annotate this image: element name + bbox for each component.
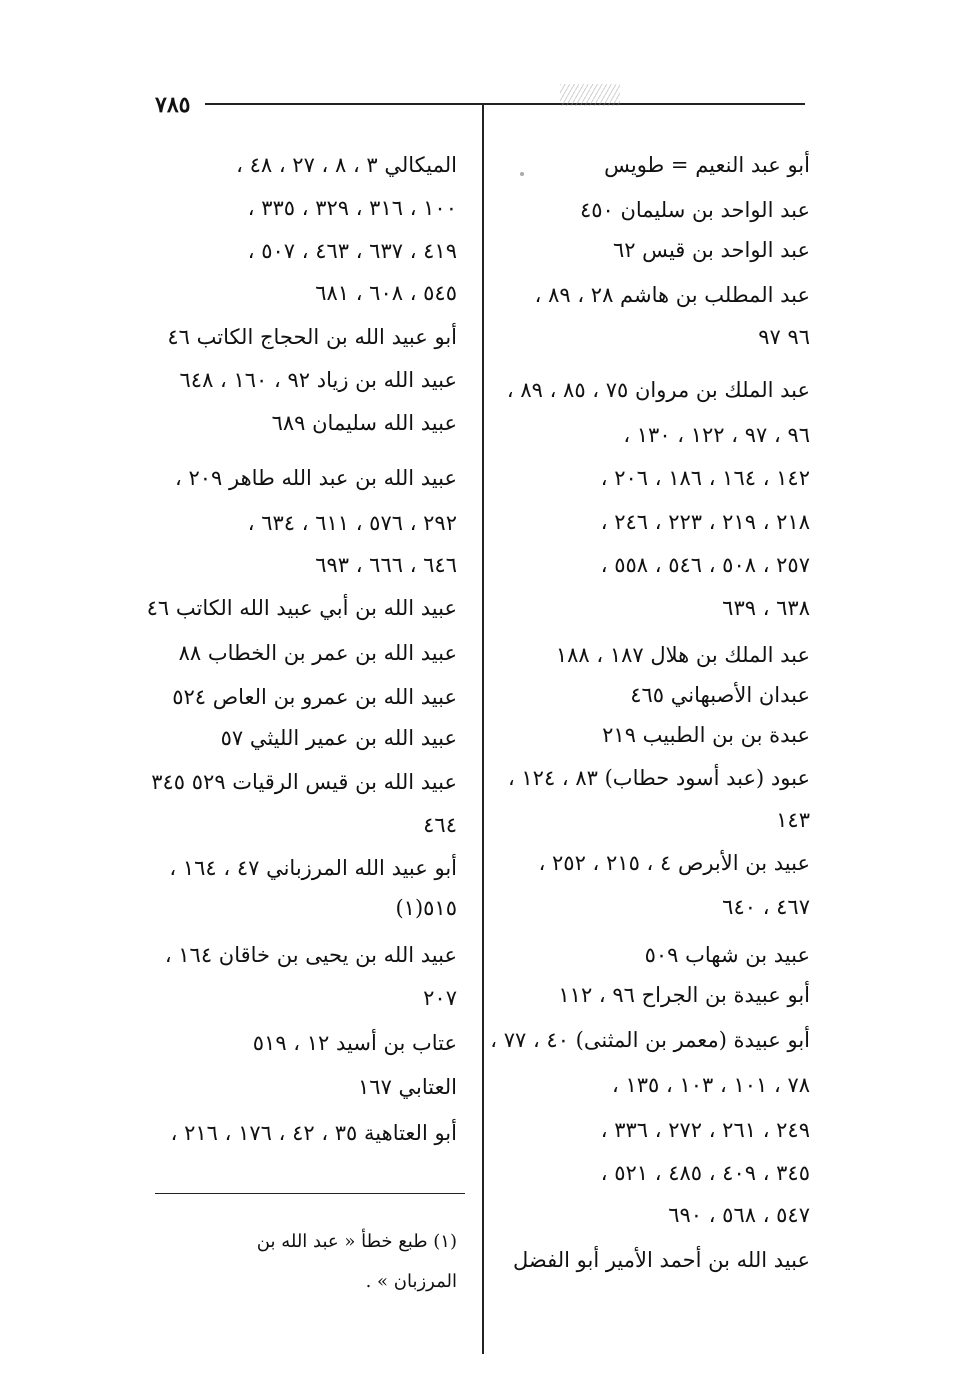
column-divider bbox=[482, 104, 484, 1354]
index-entry: ٢٤٩ ، ٢٦١ ، ٢٧٢ ، ٣٣٦ ، bbox=[600, 1118, 810, 1142]
index-entry: ٢٥٧ ، ٥٠٨ ، ٥٤٦ ، ٥٥٨ ، bbox=[600, 553, 810, 577]
index-entry: أبو عبيدة بن الجراح ٩٦ ، ١١٢ bbox=[558, 983, 810, 1007]
footnote-rule bbox=[155, 1193, 465, 1194]
index-entry: عبود (عبد أسود حطاب) ٨٣ ، ١٢٤ ، bbox=[507, 766, 810, 790]
index-entry: عبيد الله بن عمر بن الخطاب ٨٨ bbox=[178, 641, 457, 665]
index-entry: أبو عبيدة (معمر بن المثنى) ٤٠ ، ٧٧ ، bbox=[490, 1028, 810, 1052]
index-entry: ١٤٢ ، ١٦٤ ، ١٨٦ ، ٢٠٦ ، bbox=[600, 466, 810, 490]
index-entry: عبدة بن بن الطبيب ٢١٩ bbox=[602, 723, 810, 747]
index-entry: ٥٤٥ ، ٦٠٨ ، ٦٨١ bbox=[315, 281, 457, 305]
index-entry: عبيد الله بن عمرو بن العاص ٥٢٤ bbox=[172, 685, 457, 709]
index-entry: عبيد الله بن يحيى بن خاقان ١٦٤ ، bbox=[164, 943, 457, 967]
index-entry: أبو عبيد الله المرزباني ٤٧ ، ١٦٤ ، bbox=[169, 856, 457, 880]
index-entry: ١٤٣ bbox=[776, 808, 810, 832]
index-entry: ٩٦ ، ٩٧ ، ١٢٢ ، ١٣٠ ، bbox=[623, 423, 810, 447]
index-entry: أبو عبد النعيم = طويس bbox=[604, 153, 810, 177]
page-number: ٧٨٥ bbox=[155, 92, 191, 118]
index-entry: عبد المطلب بن هاشم ٢٨ ، ٨٩ ، bbox=[534, 283, 810, 307]
index-entry: عبيد الله بن أحمد الأمير أبو الفضل bbox=[512, 1248, 810, 1272]
index-entry: أبو العتاهية ٣٥ ، ٤٢ ، ١٧٦ ، ٢١٦ ، bbox=[170, 1121, 457, 1145]
index-entry: ٦٣٨ ، ٦٣٩ bbox=[722, 596, 810, 620]
index-entry: ١٠٠ ، ٣١٦ ، ٣٢٩ ، ٣٣٥ ، bbox=[247, 196, 457, 220]
index-entry: ٤٦٧ ، ٦٤٠ bbox=[722, 895, 810, 919]
index-entry: عبيد الله بن أبي عبيد الله الكاتب ٤٦ bbox=[146, 596, 457, 620]
scan-smudge bbox=[560, 84, 620, 106]
index-entry: عبيد الله بن عبد الله طاهر ٢٠٩ ، bbox=[175, 466, 457, 490]
index-entry: عبيد الله بن زياد ٩٢ ، ١٦٠ ، ٦٤٨ bbox=[179, 368, 457, 392]
index-entry: ٤٦٤ bbox=[423, 813, 457, 837]
index-entry: ٢٠٧ bbox=[423, 986, 457, 1010]
index-entry: ٥١٥(١) bbox=[395, 896, 457, 920]
index-entry: عبد الملك بن مروان ٧٥ ، ٨٥ ، ٨٩ ، bbox=[506, 378, 810, 402]
header-rule bbox=[205, 103, 805, 105]
index-entry: ٣٤٥ ، ٤٠٩ ، ٤٨٥ ، ٥٢١ ، bbox=[600, 1161, 810, 1185]
index-entry: عبد الواحد بن سليمان ٤٥٠ bbox=[579, 198, 810, 222]
index-entry: ٩٦ ٩٧ bbox=[758, 325, 810, 349]
index-entry: عبيد بن الأبرص ٤ ، ٢١٥ ، ٢٥٢ ، bbox=[538, 851, 810, 875]
footnote bbox=[152, 1222, 457, 1302]
index-entry: العتابي ١٦٧ bbox=[358, 1075, 457, 1099]
index-entry: أبو عبيد الله بن الحجاج الكاتب ٤٦ bbox=[167, 325, 457, 349]
index-entry: عبد الملك بن هلال ١٨٧ ، ١٨٨ bbox=[555, 643, 810, 667]
footnote-line: (١) طبع خطأ « عبد الله بن bbox=[256, 1231, 457, 1252]
index-entry: ٤١٩ ، ٦٣٧ ، ٤٦٣ ، ٥٠٧ ، bbox=[247, 239, 457, 263]
index-entry: ٥٤٧ ، ٥٦٨ ، ٦٩٠ bbox=[668, 1203, 810, 1227]
scan-speck bbox=[520, 172, 524, 176]
index-entry: عبيد الله سليمان ٦٨٩ bbox=[271, 411, 457, 435]
index-entry: عبد الواحد بن قيس ٦٢ bbox=[612, 238, 810, 262]
index-entry: ٢٩٢ ، ٥٧٦ ، ٦١١ ، ٦٣٤ ، bbox=[247, 511, 457, 535]
index-entry: عبيد الله بن عمير الليثي ٥٧ bbox=[220, 726, 457, 750]
index-entry: ٢١٨ ، ٢١٩ ، ٢٢٣ ، ٢٤٦ ، bbox=[600, 510, 810, 534]
index-entry: عبيد الله بن قيس الرقيات ٥٢٩ ٣٤٥ bbox=[151, 770, 457, 794]
index-entry: عبيد بن شهاب ٥٠٩ bbox=[644, 943, 810, 967]
index-entry: الميكالي ٣ ، ٨ ، ٢٧ ، ٤٨ ، bbox=[236, 153, 457, 177]
index-entry: ٦٤٦ ، ٦٦٦ ، ٦٩٣ bbox=[315, 553, 457, 577]
index-entry: عتاب بن أسيد ١٢ ، ٥١٩ bbox=[252, 1031, 457, 1055]
index-entry: ٧٨ ، ١٠١ ، ١٠٣ ، ١٣٥ ، bbox=[612, 1073, 810, 1097]
index-entry: عبدان الأصبهاني ٤٦٥ bbox=[630, 683, 810, 707]
footnote-line: المرزبان » . bbox=[365, 1271, 457, 1292]
